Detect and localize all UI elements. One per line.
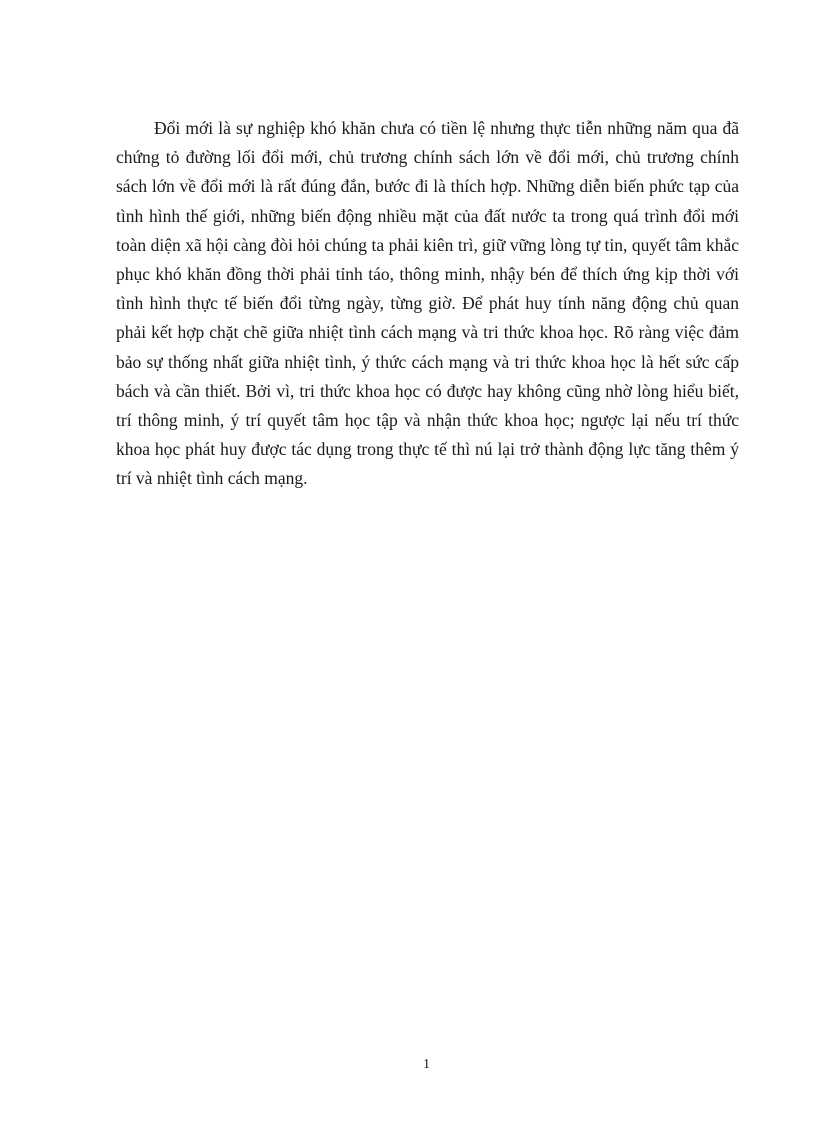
page-number: 1 [423, 1057, 430, 1072]
body-paragraph: Đổi mới là sự nghiệp khó khăn chưa có tiền lệ nhưng thực tiễn những năm qua đã chứng tỏ đường lối đổi mới, chủ trương chính sách lớn về đổi mới, chủ trương chính sách lớn về đổi mới là rất đúng đắn, bước đi là thích hợp. Những diễn biến phức tạp của tình hình thế giới, những biến động nhiều mặt của đất nước ta trong quá trình đổi mới toàn diện xã hội càng đòi hỏi chúng ta phải kiên trì, giữ vững lòng tự tin, quyết tâm khắc phục khó khăn đồng thời phải tỉnh táo, thông minh, nhậy bén để thích ứng kịp thời với tình hình thực tế biến đổi từng ngày, từng giờ. Để phát huy tính năng động chủ quan phải kết hợp chặt chẽ giữa nhiệt tình cách mạng và tri thức khoa học. Rõ ràng việc đảm bảo sự thống nhất giữa nhiệt tình, ý thức cách mạng và tri thức khoa học là hết sức cấp bách và cần thiết. Bởi vì, tri thức khoa học có được hay không cũng nhờ lòng hiểu biết, trí thông minh, ý trí quyết tâm học tập và nhận thức khoa học; ngược lại nếu trí thức khoa học phát huy được tác dụng trong thực tế thì nú lại trở thành động lực tăng thêm ý trí và nhiệt tình cách mạng. [116, 118, 739, 489]
